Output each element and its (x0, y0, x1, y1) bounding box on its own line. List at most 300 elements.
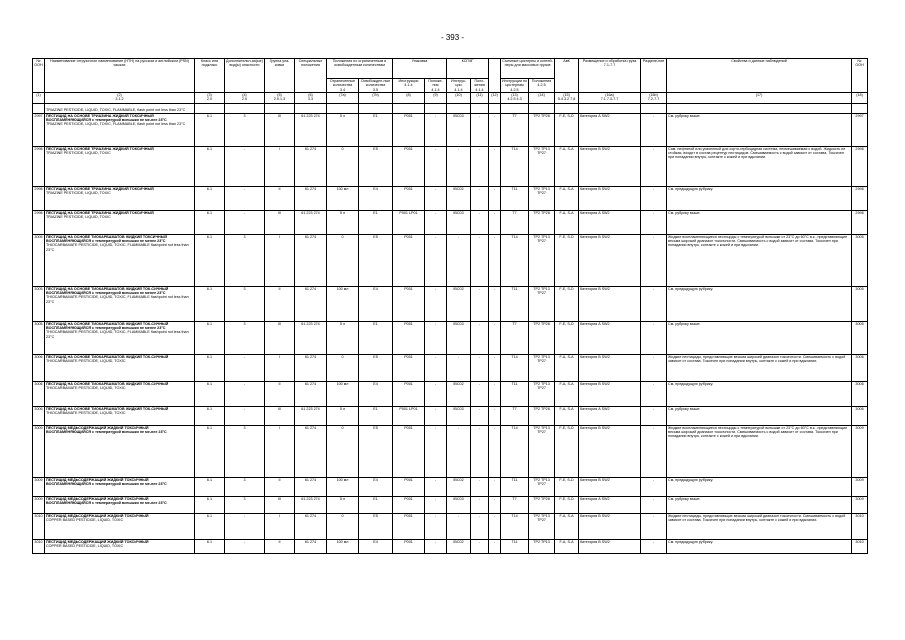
tank-provision-cell: TP2 TP28 (529, 321, 555, 354)
tank-instruction-cell: T7 (501, 113, 529, 146)
properties-cell: См. предыдущую рубрику. (667, 477, 852, 496)
properties-cell: См. рубрику выше. (667, 406, 852, 425)
packing-group-cell: III (265, 406, 295, 425)
stowage-cell: Категория B SW2 (579, 425, 641, 477)
ibc-provision-cell: - (471, 234, 489, 286)
packing-provision-cell: - (425, 381, 447, 406)
name-ru: ПЕСТИЦИД НА ОСНОВЕ ТИОКАРБАМАТОВ ЖИДКИЙ ТОК-СИЧНЫЙ ВОСПЛАМЕНЯЮЩИЙСЯ с температурой вспышки не менее 23°C (46, 321, 169, 331)
packing-provision-cell: - (425, 186, 447, 210)
properties-cell (667, 103, 852, 113)
excepted-quantity-cell: E5 (359, 354, 393, 381)
properties-cell: Жидкие пестициды, представляющие весьма широкий диапазон токсичности. Смешиваемость с водой зависит от состава. Токсичен при попадании внутрь, контакте с кожей и при вдыхании. (667, 513, 852, 539)
ibc-provision-cell: - (471, 321, 489, 354)
segregation-cell: - (641, 425, 667, 477)
col-code: (16b) 7.2-7.7 (641, 92, 667, 103)
name-ru: ПЕСТИЦИД НА ОСНОВЕ ТРИАЗИНА ЖИДКИЙ ТОКСИЧНЫЙ ВОСПЛАМЕНЯЮЩИЙСЯ с температурой вспышки не ме-нее 23°C (46, 113, 167, 123)
col12-cell: - (489, 146, 501, 186)
ems-cell: F-E, S-D (555, 113, 579, 146)
subsidiary-cell: - (225, 186, 265, 210)
packing-provision-cell: - (425, 354, 447, 381)
excepted-quantity-cell: E5 (359, 234, 393, 286)
segregation-cell: - (641, 234, 667, 286)
name-cell (45, 354, 195, 381)
limited-quantity-cell: 100 мл (327, 539, 359, 553)
col12-cell: - (489, 425, 501, 477)
header-sub: Положе-ния 4.1.4 (425, 79, 447, 93)
name-ru: ПЕСТИЦИД МЕДЬСОДЕРЖАЩИЙ ЖИДКИЙ ТОКСИЧНЫЙ (46, 513, 149, 518)
special-provisions-cell: 61 274 (295, 286, 327, 321)
stowage-cell: Категория A SW2 (579, 406, 641, 425)
stowage-cell: Категория B SW2 (579, 286, 641, 321)
special-provisions-cell: 61 274 (295, 425, 327, 477)
properties-cell: Жидкие воспламеняющиеся пестициды с температурой вспышки от 23°C до 60°C в.к., представляющие весьма широкий диапазон токсичности. Смешиваемость с водой зависит от состава. Токсичен при попадании внутрь, контакте с кожей и при вдыхании. (667, 425, 852, 477)
ems-cell: F-A, S-A (555, 146, 579, 186)
tank-provision-cell: TP2 TP28 (529, 210, 555, 234)
ibc-provision-cell: - (471, 513, 489, 539)
name-cell (45, 103, 195, 113)
table-row (33, 539, 868, 553)
un-right-cell: 3009 (852, 477, 868, 496)
ems-cell: F-E, S-D (555, 425, 579, 477)
subsidiary-cell: 3 (225, 113, 265, 146)
packing-instruction-cell: P001 (393, 477, 425, 496)
name-ru: ПЕСТИЦИД МЕДЬСОДЕРЖАЩИЙ ЖИДКИЙ ТОКСИЧНЫЙ ВОСПЛАМЕНЯЮЩИЙСЯ с температурой вспышки не ме-нее 23°C (46, 496, 167, 506)
tank-instruction-cell: T14 (501, 513, 529, 539)
limited-quantity-cell: 5 л (327, 321, 359, 354)
table-header (33, 59, 868, 104)
ibc-instruction-cell: - (447, 146, 471, 186)
tank-provision-cell: TP2 TP13 TP27 (529, 286, 555, 321)
excepted-quantity-cell: E1 (359, 113, 393, 146)
name-ru: ПЕСТИЦИД НА ОСНОВЕ ТИОКАРБАМАТОВ ЖИДКИЙ ТОКСИЧНЫЙ ВОСПЛАМЕНЯЮЩИЙСЯ с температурой вспышки не менее 23°C (46, 234, 167, 244)
col12-cell: - (489, 406, 501, 425)
limited-quantity-cell: 0 (327, 146, 359, 186)
table-row (33, 146, 868, 186)
ibc-instruction-cell: IBC03 (447, 210, 471, 234)
col-code: (15) 5.4.3.2 7.8 (555, 92, 579, 103)
un-right-cell: 3006 (852, 406, 868, 425)
header-subsidiary: Дополнительн-ая(ые) вид(ы) опасности (225, 59, 265, 93)
name-en: THIOCARBAMATE PESTICIDE, LIQUID, TOXIC, FLAMMABLE flashpoint not less than 23°C (46, 330, 189, 339)
tank-instruction-cell: T7 (501, 210, 529, 234)
header-stowage: Размещение и обработка груза 7.1-7.7 (579, 59, 641, 93)
packing-group-cell: III (265, 321, 295, 354)
ems-cell: F-E, S-D (555, 234, 579, 286)
packing-group-cell: I (265, 425, 295, 477)
packing-instruction-cell: P001 (393, 286, 425, 321)
table-row (33, 496, 868, 513)
special-provisions-cell: 61 274 (295, 354, 327, 381)
ems-cell: F-A, S-A (555, 186, 579, 210)
excepted-quantity-cell: E4 (359, 539, 393, 553)
header-segregation: Разделе-ние (641, 59, 667, 93)
subsidiary-cell: 3 (225, 425, 265, 477)
stowage-cell: Категория B SW2 (579, 381, 641, 406)
properties-cell: Жидкие пестициды, представляющие весьма широкий диапазон токсичности. Смешиваемость с водой зависит от состава. Токсичен при попадании внутрь, контакте с кожей и при вдыхании. (667, 354, 852, 381)
tank-instruction-cell: T14 (501, 425, 529, 477)
un-cell: 3005 (33, 321, 45, 354)
ibc-instruction-cell (447, 103, 471, 113)
special-provisions-cell: 61 274 (295, 186, 327, 210)
tank-provision-cell: TP2 TP28 (529, 406, 555, 425)
stowage-cell: Категория B SW2 (579, 186, 641, 210)
packing-instruction-cell: P001 (393, 113, 425, 146)
table-row (33, 425, 868, 477)
special-provisions-cell: 61 223 274 (295, 321, 327, 354)
un-right-cell: 3010 (852, 539, 868, 553)
class-cell: 6.1 (195, 210, 225, 234)
name-ru: ПЕСТИЦИД НА ОСНОВЕ ТРИАЗИНА ЖИДКИЙ ТОКСИЧНЫЙ (46, 210, 154, 215)
subsidiary-cell: - (225, 146, 265, 186)
col12-cell: - (489, 321, 501, 354)
header-quantities: Положения по ограниченным и освобожденным количествам (327, 59, 393, 79)
table-row (33, 113, 868, 146)
packing-provision-cell: - (425, 210, 447, 234)
properties-cell: См. предыдущую рубрику. (667, 381, 852, 406)
class-cell: 6.1 (195, 406, 225, 425)
name-en: THIOCARBAMATE PESTICIDE, LIQUID, TOXIC (46, 386, 126, 391)
tank-instruction-cell: T11 (501, 286, 529, 321)
un-cell: 3006 (33, 354, 45, 381)
packing-instruction-cell: P001 (393, 539, 425, 553)
tank-instruction-cell: T7 (501, 321, 529, 354)
un-right-cell: 3006 (852, 354, 868, 381)
name-en: THIOCARBAMATE PESTICIDE, LIQUID, TOXIC, FLAMMABLE flashpoint not less than 23°C (46, 295, 189, 304)
properties-cell: См. предыдущую рубрику. (667, 539, 852, 553)
stowage-cell: Категория B SW2 (579, 539, 641, 553)
tank-provision-cell: TP2 TP13 TP27 (529, 477, 555, 496)
class-cell: 6.1 (195, 539, 225, 553)
segregation-cell: - (641, 186, 667, 210)
ems-cell: F-A, S-A (555, 406, 579, 425)
name-en: TRIAZINE PESTICIDE, LIQUID, TOXIC, FLAMMABLE, flash point not less than 23°C (46, 122, 186, 127)
col-code: (9) (425, 92, 447, 103)
packing-group-cell: II (265, 186, 295, 210)
excepted-quantity-cell: E1 (359, 210, 393, 234)
un-right-cell: 3005 (852, 286, 868, 321)
subsidiary-cell: - (225, 381, 265, 406)
name-ru: ПЕСТИЦИД НА ОСНОВЕ ТИОКАРБАМАТОВ ЖИДКИЙ ТОК-СИЧНЫЙ (46, 354, 169, 359)
name-en: THIOCARBAMATE PESTICIDE, LIQUID, TOXIC (46, 359, 126, 364)
class-cell: 6.1 (195, 321, 225, 354)
name-cell (45, 210, 195, 234)
ibc-provision-cell: - (471, 354, 489, 381)
special-provisions-cell (295, 103, 327, 113)
col12-cell (489, 103, 501, 113)
packing-group-cell: I (265, 354, 295, 381)
un-right-cell: 2997 (852, 113, 868, 146)
class-cell: 6.1 (195, 113, 225, 146)
properties-cell: См. рубрику выше. (667, 113, 852, 146)
header-class: Класс или подкласс (195, 59, 225, 93)
name-en: THIOCARBAMATE PESTICIDE, LIQUID, TOXIC, FLAMMABLE flashpoint not less than 23°C (46, 243, 189, 252)
col-code: (7a) (327, 92, 359, 103)
packing-instruction-cell (393, 103, 425, 113)
limited-quantity-cell: 5 л (327, 210, 359, 234)
special-provisions-cell: 61 223 274 (295, 210, 327, 234)
segregation-cell: - (641, 381, 667, 406)
limited-quantity-cell: 100 мл (327, 381, 359, 406)
subsidiary-cell: - (225, 210, 265, 234)
subsidiary-cell: 3 (225, 321, 265, 354)
segregation-cell: - (641, 539, 667, 553)
packing-group-cell: I (265, 234, 295, 286)
col-code: (4) 2.0 (225, 92, 265, 103)
excepted-quantity-cell: E4 (359, 477, 393, 496)
tank-provision-cell: TP2 TP13 TP27 (529, 425, 555, 477)
special-provisions-cell: 61 223 274 (295, 496, 327, 513)
packing-instruction-cell: P001 (393, 234, 425, 286)
table-row (33, 210, 868, 234)
col12-cell: - (489, 496, 501, 513)
ibc-instruction-cell: IBC02 (447, 539, 471, 553)
header-sub: Инструк-ции 4.1.4 (447, 79, 471, 93)
packing-group-cell: II (265, 381, 295, 406)
class-cell: 6.1 (195, 425, 225, 477)
excepted-quantity-cell: E5 (359, 146, 393, 186)
segregation-cell: - (641, 321, 667, 354)
un-cell: 3005 (33, 234, 45, 286)
un-right-cell: 3009 (852, 425, 868, 477)
name-cell (45, 381, 195, 406)
col-code: (8) (393, 92, 425, 103)
col12-cell: - (489, 286, 501, 321)
special-provisions-cell: 61 274 (295, 513, 327, 539)
packing-instruction-cell: P001 (393, 496, 425, 513)
ibc-instruction-cell: - (447, 354, 471, 381)
ibc-instruction-cell: - (447, 425, 471, 477)
tank-provision-cell: TP2 TP13 TP27 (529, 186, 555, 210)
un-cell: 3010 (33, 539, 45, 553)
limited-quantity-cell: 100 мл (327, 477, 359, 496)
segregation-cell: - (641, 496, 667, 513)
header-packing-group: Группа упа-ковки (265, 59, 295, 93)
col-code: (17) (667, 92, 852, 103)
ibc-instruction-cell: IBC02 (447, 186, 471, 210)
name-en: TRIAZINE PESTICIDE, LIQUID, TOXIC (46, 191, 111, 196)
packing-provision-cell: - (425, 234, 447, 286)
subsidiary-cell: 3 (225, 234, 265, 286)
col12-cell: - (489, 234, 501, 286)
ibc-instruction-cell: - (447, 513, 471, 539)
header-special-provisions: Специальные положения (295, 59, 327, 93)
name-cell (45, 513, 195, 539)
ibc-instruction-cell: IBC03 (447, 496, 471, 513)
special-provisions-cell: 61 274 (295, 234, 327, 286)
table-body (33, 103, 868, 553)
packing-instruction-cell: P001 (393, 381, 425, 406)
special-provisions-cell: 61 274 (295, 539, 327, 553)
limited-quantity-cell: 5 л (327, 496, 359, 513)
col12-cell: - (489, 186, 501, 210)
packing-instruction-cell: P001 (393, 186, 425, 210)
stowage-cell: Категория B SW2 (579, 513, 641, 539)
ems-cell: F-E, S-D (555, 321, 579, 354)
un-cell: 3006 (33, 381, 45, 406)
excepted-quantity-cell (359, 103, 393, 113)
packing-group-cell: III (265, 113, 295, 146)
un-right-cell: 2998 (852, 210, 868, 234)
ibc-provision-cell: - (471, 425, 489, 477)
tank-instruction-cell (501, 103, 529, 113)
excepted-quantity-cell: E4 (359, 381, 393, 406)
un-right-cell: 3009 (852, 496, 868, 513)
tank-instruction-cell: T11 (501, 539, 529, 553)
ibc-instruction-cell: IBC03 (447, 321, 471, 354)
table-row (33, 477, 868, 496)
ibc-provision-cell: - (471, 186, 489, 210)
class-cell (195, 103, 225, 113)
name-cell (45, 425, 195, 477)
header-properties: Свойства и данные наблюдений (667, 59, 852, 93)
limited-quantity-cell: 0 (327, 513, 359, 539)
segregation-cell: - (641, 286, 667, 321)
stowage-cell (579, 103, 641, 113)
limited-quantity-cell: 0 (327, 234, 359, 286)
class-cell: 6.1 (195, 286, 225, 321)
col12-cell: - (489, 113, 501, 146)
table-row (33, 406, 868, 425)
class-cell: 6.1 (195, 354, 225, 381)
un-right-cell: 3010 (852, 513, 868, 539)
un-cell: 2998 (33, 186, 45, 210)
header-row-top (33, 59, 868, 79)
packing-instruction-cell: P001 (393, 321, 425, 354)
table-row (33, 381, 868, 406)
excepted-quantity-cell: E5 (359, 425, 393, 477)
un-right-cell: 3005 (852, 321, 868, 354)
header-sub: Освобожден-ные количества 3.5 (359, 79, 393, 93)
ibc-provision-cell: - (471, 496, 489, 513)
ibc-provision-cell: - (471, 286, 489, 321)
ems-cell: F-A, S-A (555, 539, 579, 553)
ems-cell: F-E, S-D (555, 477, 579, 496)
name-en: COPPER BASED PESTICIDE, LIQUID, TOXIC (46, 518, 124, 523)
segregation-cell: - (641, 146, 667, 186)
special-provisions-cell: 61 223 274 (295, 113, 327, 146)
name-cell (45, 186, 195, 210)
header-sub: Поло-жения 4.1.4 (471, 79, 489, 93)
name-cell (45, 477, 195, 496)
limited-quantity-cell (327, 103, 359, 113)
segregation-cell: - (641, 513, 667, 539)
tank-instruction-cell: T7 (501, 406, 529, 425)
table-row (33, 103, 868, 113)
packing-group-cell: II (265, 539, 295, 553)
un-right-cell: 2998 (852, 146, 868, 186)
tank-provision-cell: TP2 TP13 TP27 (529, 146, 555, 186)
table-row (33, 354, 868, 381)
name-ru: ПЕСТИЦИД МЕДЬСОДЕРЖАЩИЙ ЖИДКИЙ ТОКСИЧНЫЙ (46, 539, 149, 544)
tank-instruction-cell: T14 (501, 354, 529, 381)
stowage-cell: Категория A SW2 (579, 496, 641, 513)
ems-cell: F-A, S-A (555, 513, 579, 539)
tank-instruction-cell: T14 (501, 146, 529, 186)
header-sub: Ограниченные количества 3.4 (327, 79, 359, 93)
name-ru: ПЕСТИЦИД НА ОСНОВЕ ТИОКАРБАМАТОВ ЖИДКИЙ ТОК-СИЧНЫЙ (46, 381, 169, 386)
packing-instruction-cell: P001 (393, 425, 425, 477)
header-sub: Инструкции по цистернам 4.2.5 (502, 79, 528, 92)
ems-cell (555, 103, 579, 113)
packing-instruction-cell: P001 LP01 (393, 406, 425, 425)
ibc-instruction-cell: IBC02 (447, 286, 471, 321)
subsidiary-cell: 3 (225, 286, 265, 321)
packing-group-cell: III (265, 210, 295, 234)
page-number: - 393 - (440, 33, 465, 42)
un-cell: 3005 (33, 286, 45, 321)
header-sub: Положения 4.2.5 (529, 79, 555, 93)
excepted-quantity-cell: E1 (359, 406, 393, 425)
packing-provision-cell: - (425, 513, 447, 539)
packing-group-cell: I (265, 513, 295, 539)
col-code: (10) (447, 92, 471, 103)
col12-cell: - (489, 477, 501, 496)
dangerous-goods-table (32, 58, 868, 554)
ibc-instruction-cell: IBC03 (447, 113, 471, 146)
col12-cell: - (489, 354, 501, 381)
packing-group-cell: III (265, 496, 295, 513)
subsidiary-cell: - (225, 354, 265, 381)
packing-provision-cell: - (425, 406, 447, 425)
subsidiary-cell: 3 (225, 496, 265, 513)
col-code: (7b) (359, 92, 393, 103)
tank-provision-cell (529, 103, 555, 113)
excepted-quantity-cell: E1 (359, 496, 393, 513)
col-code: (2) 3.1.2 (45, 92, 195, 103)
tank-provision-cell: TP2 TP13 (529, 539, 555, 553)
special-provisions-cell: 61 223 274 (295, 406, 327, 425)
table-row (33, 186, 868, 210)
class-cell: 6.1 (195, 496, 225, 513)
packing-provision-cell: - (425, 321, 447, 354)
header-row-codes (33, 92, 868, 103)
table-row (33, 286, 868, 321)
col-code: (16a) 7.1 7.3-7.7 (579, 92, 641, 103)
segregation-cell: - (641, 113, 667, 146)
properties-cell: См. рубрику выше. (667, 496, 852, 513)
stowage-cell: Категория B SW2 (579, 234, 641, 286)
name-en: THIOCARBAMATE PESTICIDE, LIQUID, TOXIC (46, 411, 126, 416)
properties-cell: См. рубрику выше. (667, 210, 852, 234)
ibc-provision-cell: - (471, 113, 489, 146)
ems-cell: F-A, S-A (555, 381, 579, 406)
packing-group-cell (265, 103, 295, 113)
stowage-cell: Категория A SW2 (579, 113, 641, 146)
class-cell: 6.1 (195, 186, 225, 210)
limited-quantity-cell: 5 л (327, 113, 359, 146)
ems-cell: F-E, S-D (555, 496, 579, 513)
subsidiary-cell (225, 103, 265, 113)
name-cell (45, 234, 195, 286)
col-code: (13) 4.2.5 4.3 (501, 92, 529, 103)
class-cell: 6.1 (195, 234, 225, 286)
header-un: № ООН (33, 59, 45, 93)
tank-provision-cell: TP2 TP28 (529, 113, 555, 146)
segregation-cell: - (641, 406, 667, 425)
un-cell: 3009 (33, 477, 45, 496)
un-cell: 3010 (33, 513, 45, 539)
col12-cell: - (489, 381, 501, 406)
packing-group-cell: II (265, 286, 295, 321)
packing-instruction-cell: P001 (393, 513, 425, 539)
col-code: (5) 2.0.1.3 (265, 92, 295, 103)
table-row (33, 513, 868, 539)
header-ibc: КСГМГ (447, 59, 489, 79)
col12-cell: - (489, 210, 501, 234)
col-code: (1) (33, 92, 45, 103)
col-code: (3) 2.0 (195, 92, 225, 103)
name-en: TRIAZINE PESTICIDE, LIQUID, TOXIC (46, 151, 111, 156)
